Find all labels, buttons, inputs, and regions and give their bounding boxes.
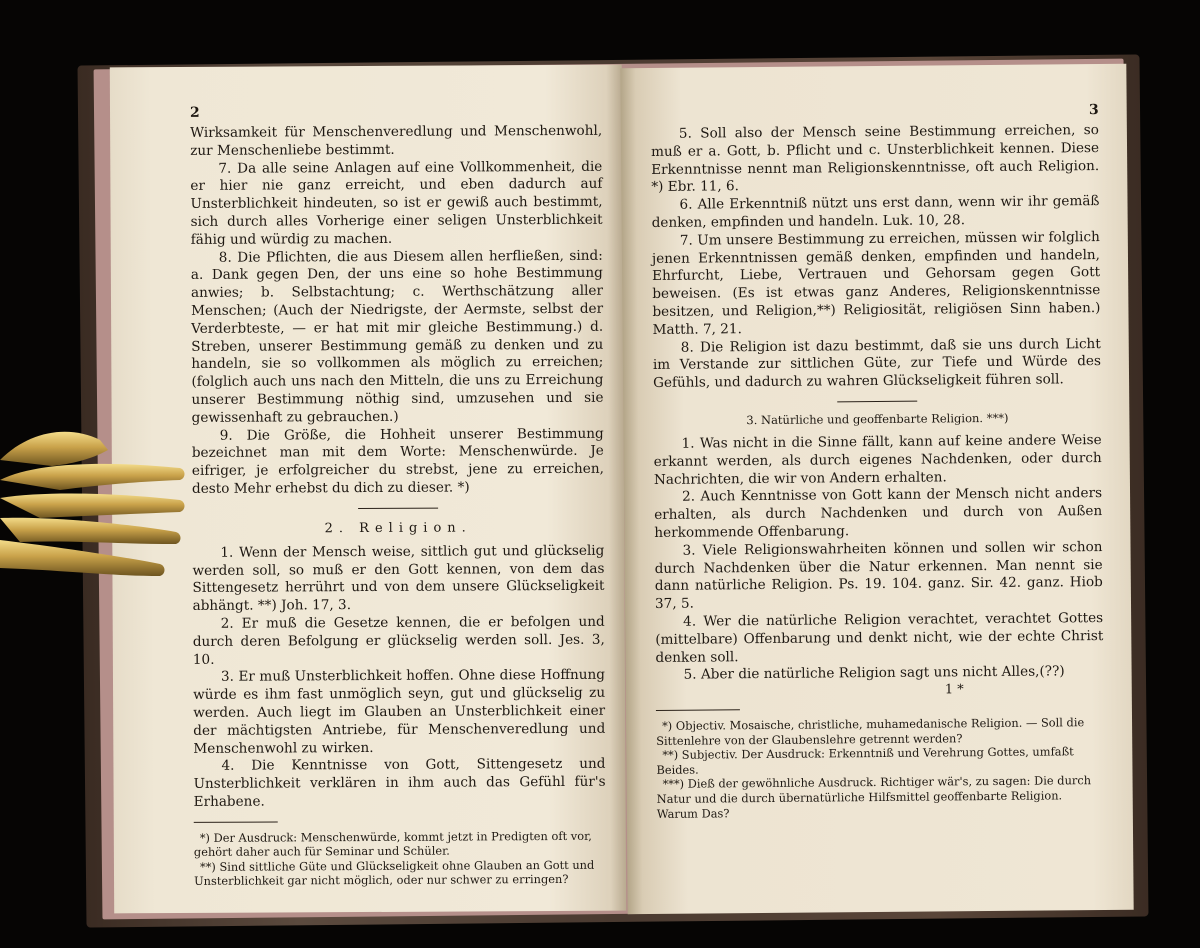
footnote-divider — [656, 709, 740, 711]
paragraph: 7. Um unsere Bestimmung zu erreichen, müssen wir folglich jenen Erkenntnissen gemäß denken, empfinden und handeln, Ehrfurcht, Liebe, Vertrauen und Gehorsam gegen Gott beweisen. (Es ist etwas ganz Anderes, Religionskenntnisse besitzen, und Religion,**) Religiosität, religiösen Sinn haben.) Matth. 7, 21. — [651, 228, 1101, 338]
signature-mark: 1 * — [944, 682, 964, 698]
paragraph: 3. Er muß Unsterblichkeit hoffen. Ohne diese Hoffnung würde es ihm fast unmöglich seyn, gut und glückselig zu werden. Auch liegt im Glauben an Unsterblichkeit einer der mächtigsten Antriebe, für Menschenveredlung und Menschenwohl zu wirken. — [193, 667, 606, 757]
paragraph: 6. Alle Erkenntniß nützt uns erst dann, wenn wir ihr gemäß denken, empfinden und handeln. Luk. 10, 28. — [651, 193, 1100, 231]
left-page-body — [190, 123, 606, 812]
footnote: **) Sind sittliche Güte und Glückseligkeit ohne Glauben an Gott und Unsterblichkeit gar nicht möglich, oder nur schwer zu erringen? — [194, 857, 595, 889]
footnote: ***) Dieß der gewöhnliche Ausdruck. Richtiger wär's, zu sagen: Die durch Natur und die durch übernatürliche Hilfsmittel geoffenbarte Religion. Warum Das? — [656, 773, 1092, 821]
paragraph: 2. Auch Kenntnisse von Gott kann der Mensch nicht anders erhalten, als durch Nachdenken und durch von Außen herkommende Offenbarung. — [654, 485, 1103, 541]
footnote: *) Objectiv. Mosaische, christliche, muhamedanische Religion. — Soll die Sittenlehre von der Glaubenslehre getrennt werden? — [656, 715, 1085, 748]
footnote: *) Der Ausdruck: Menschenwürde, kommt jetzt in Predigten oft vor, gehört daher auch für Seminar und Schüler. — [193, 828, 592, 860]
paragraph: Wirksamkeit für Menschenveredlung und Menschenwohl, zur Menschenliebe bestimmt. — [190, 122, 603, 159]
section-heading: 3. Natürliche und geoffenbarte Religion. ***) — [746, 410, 1009, 428]
paragraph: 2. Er muß die Gesetze kennen, die er befolgen und durch deren Befolgung er glückselig werden soll. Jes. 3, 10. — [192, 613, 605, 668]
paragraph: 4. Wer die natürliche Religion verachtet, verachtet Gottes (mittelbare) Offenbarung und denkt nicht, wie der echte Christ denken soll. — [655, 609, 1104, 666]
paragraph: 1. Was nicht in die Sinne fällt, kann auf keine andere Weise erkannt werden, als durch eigenes Nachdenken, oder durch Nachrichten, die wir von Andern erhalten. — [653, 431, 1102, 488]
section-divider — [358, 507, 438, 508]
right-page-body — [651, 122, 1104, 700]
section-heading: 2. Religion. — [324, 520, 472, 536]
right-page — [620, 64, 1133, 914]
section-divider — [837, 401, 917, 403]
page-number-right: 3 — [1088, 102, 1099, 119]
paragraph: 5. Aber die natürliche Religion sagt uns nicht Alles,(??) — [683, 663, 1065, 684]
footnotes-right — [656, 715, 1105, 821]
brass-hand-icon — [0, 420, 200, 590]
paragraph: 3. Viele Religionswahrheiten können und sollen wir schon durch Nachdenken über die Natur erkennen. Man nennt sie dann natürliche Religion. Ps. 19. 104. ganz. Sir. 42. ganz. Hiob 37, 5. — [654, 538, 1103, 613]
footnotes-left — [194, 828, 606, 889]
paragraph: 5. Soll also der Mensch seine Bestimmung erreichen, so muß er a. Gott, b. Pflicht und c. Unsterblichkeit kennen. Diese Erkenntnisse nennt man Religionskenntnisse, oft auch Religion. *) Ebr. 11, 6. — [650, 122, 1100, 196]
paragraph: 4. Die Kenntnisse von Gott, Sittengesetz und Unsterblichkeit verklären in ihm auch das Gefühl für's Erhabene. — [193, 756, 606, 810]
paragraph: 1. Wenn der Mensch weise, sittlich gut und glückselig werden soll, so muß er den Gott kennen, von dem das Sittengesetz herrührt und von dem unsere Glückseligkeit abhängt. **) Joh. 17, 3. — [192, 542, 605, 615]
paragraph: 7. Da alle seine Anlagen auf eine Vollkommenheit, die er hier nie ganz erreicht, und eben dadurch auf Unsterblichkeit hindeuten, so ist er gewiß auch bestimmt, sich durch alles Vorherige einer seligen Unsterblichkeit fähig und würdig zu machen. — [190, 158, 603, 248]
footnote: **) Subjectiv. Der Ausdruck: Erkenntniß und Verehrung Gottes, umfaßt Beides. — [656, 744, 1074, 777]
paragraph: 9. Die Größe, die Hohheit unserer Bestimmung bezeichnet man mit dem Worte: Menschenwürde. Je eifriger, je erfolgreicher du strebst, jene zu erreichen, desto Mehr erhebst du dich zu dieser. *) — [191, 425, 604, 497]
paragraph: 8. Die Religion ist dazu bestimmt, daß sie uns durch Licht im Verstande zur sittlichen Güte, zur Tiefe und Würde des Gefühls, und dadurch zu wahren Glückseligkeit führen soll. — [652, 335, 1101, 392]
footnote-divider — [194, 821, 278, 822]
page-number-left: 2 — [189, 104, 200, 121]
paragraph: 8. Die Pflichten, die aus Diesem allen herfließen, sind: a. Dank gegen Den, der uns eine so hohe Bestimmung anwies; b. Selbstachtung; c. Werthschätzung aller Menschen; (Auch der Niedrigste, der Aermste, selbst der Verderbteste, — er hat mit mir gleiche Bestimmung.) d. Streben, unserer Bestimmung gemäß zu denken und zu handeln, sie so vollkommen als möglich zu erreichen; (folglich auch uns nach den Mitteln, die uns zu Erreichung unserer Bestimmung nöthig sind, umzusehen und sie gewissenhaft zu gebrauchen.) — [190, 247, 604, 426]
